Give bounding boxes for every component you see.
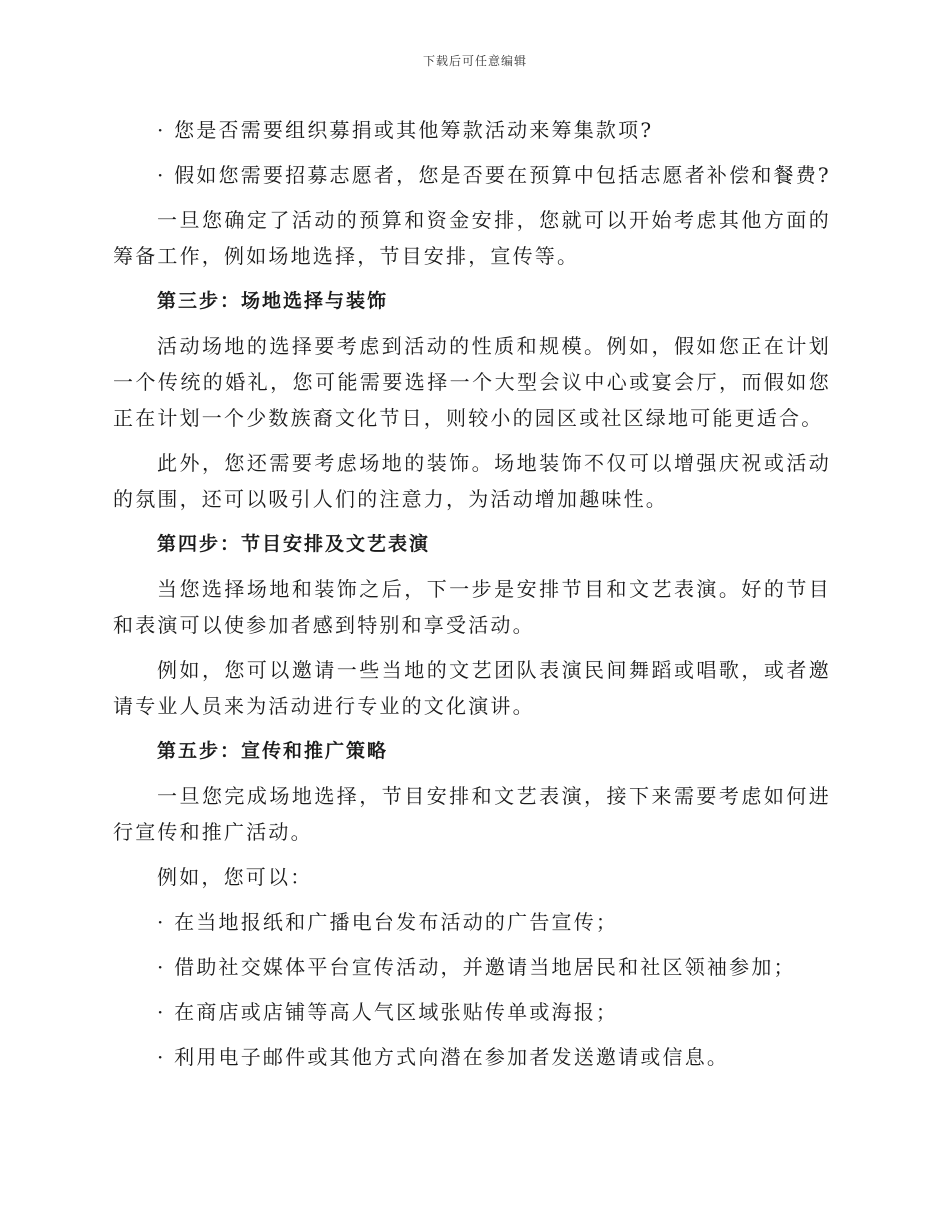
bullet-fundraising: · 您是否需要组织募捐或其他筹款活动来筹集款项? [157, 118, 654, 142]
document-body [113, 112, 831, 1075]
paragraph-budget-next: 一旦您确定了活动的预算和资金安排，您就可以开始考虑其他方面的筹备工作，例如场地选择，节目安排，宣传等。 [113, 208, 831, 268]
heading-step-four: 第四步：节目安排及文艺表演 [157, 533, 431, 555]
bullet-social-media: · 借助社交媒体平台宣传活动，并邀请当地居民和社区领袖参加； [157, 955, 796, 979]
bullet-newspaper: · 在当地报纸和广播电台发布活动的广告宣传； [157, 910, 619, 934]
heading-step-three: 第三步：场地选择与装饰 [157, 290, 389, 312]
paragraph-program: 当您选择场地和装饰之后，下一步是安排节目和文艺表演。好的节目和表演可以使参加者感到特别和享受活动。 [113, 577, 831, 637]
paragraph-promotion: 一旦您完成场地选择，节目安排和文艺表演，接下来需要考虑如何进行宣传和推广活动。 [113, 784, 831, 844]
bullet-volunteers: · 假如您需要招募志愿者，您是否要在预算中包括志愿者补偿和餐费? [157, 163, 831, 187]
bullet-email: · 利用电子邮件或其他方式向潜在参加者发送邀请或信息。 [157, 1045, 730, 1069]
paragraph-example-intro: 例如，您可以： [157, 865, 313, 889]
paragraph-venue-choice: 活动场地的选择要考虑到活动的性质和规模。例如，假如您正在计划一个传统的婚礼，您可能需要选择一个大型会议中心或宴会厅，而假如您正在计划一个少数族裔文化节日，则较小的园区或社区绿地可能更适合。 [113, 334, 831, 430]
heading-step-five: 第五步：宣传和推广策略 [157, 740, 389, 762]
paragraph-venue-decoration: 此外，您还需要考虑场地的装饰。场地装饰不仅可以增强庆祝或活动的氛围，还可以吸引人们的注意力，为活动增加趣味性。 [113, 451, 831, 511]
paragraph-performance-example: 例如，您可以邀请一些当地的文艺团队表演民间舞蹈或唱歌，或者邀请专业人员来为活动进行专业的文化演讲。 [113, 658, 831, 718]
page-header: 下载后可任意编辑 [422, 54, 527, 68]
bullet-flyers: · 在商店或店铺等高人气区域张贴传单或海报； [157, 1000, 619, 1024]
